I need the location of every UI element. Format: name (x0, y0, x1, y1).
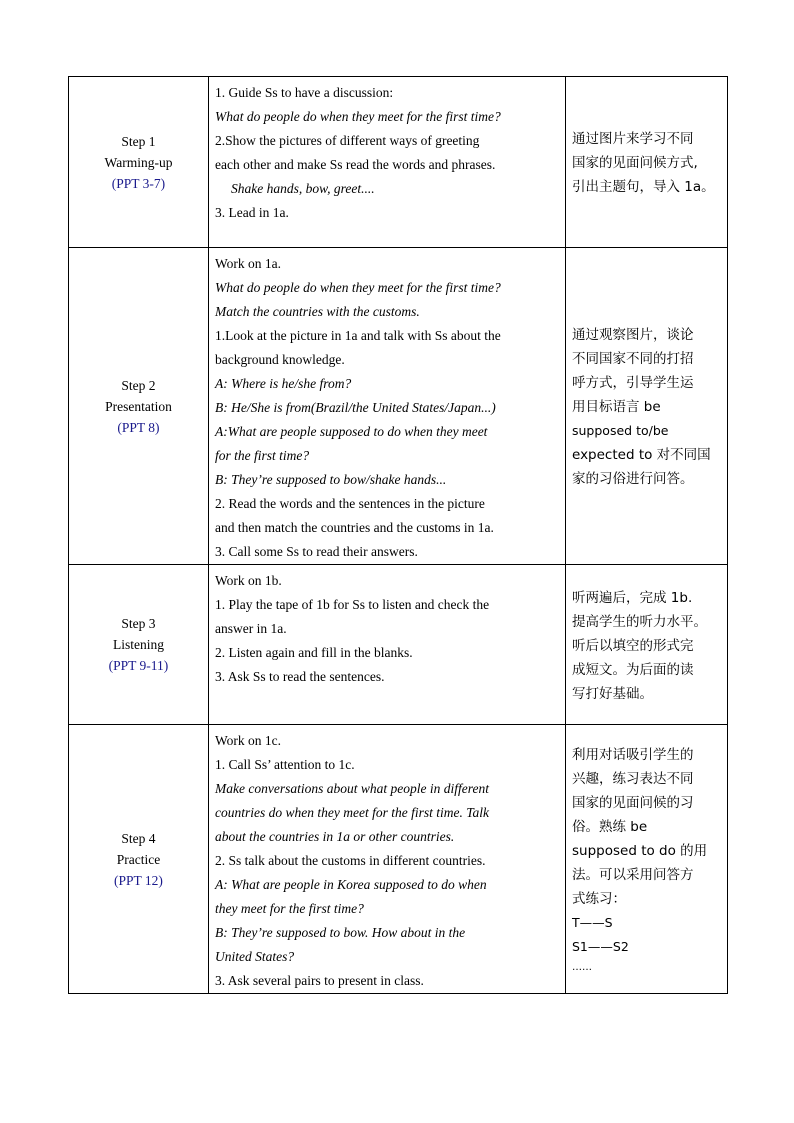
activity-line: they meet for the first time? (215, 901, 364, 916)
activity-cell (209, 725, 566, 994)
activity-line: A: What are people in Korea supposed to do when (215, 877, 487, 892)
activity-line: 1. Call Ss’ attention to 1c. (215, 757, 355, 772)
step-row (69, 725, 728, 994)
ppt-range: (PPT 12) (114, 872, 163, 888)
activity-line: about the countries in 1a or other countries. (215, 829, 455, 844)
purpose-line: T——S (572, 915, 613, 930)
step-name: Practice (116, 851, 161, 867)
purpose-line: 提高学生的听力水平。 (572, 613, 707, 630)
activity-line: What do people do when they meet for the first time? (215, 280, 501, 295)
step-row (69, 77, 728, 248)
activity-line: 2. Listen again and fill in the blanks. (215, 645, 413, 660)
purpose-line: …… (572, 962, 592, 973)
step-number: Step 4 (121, 830, 156, 846)
purpose-line: 听两遍后，完成 1b. (572, 589, 693, 606)
step-name: Warming-up (104, 154, 173, 170)
activity-line: countries do when they meet for the first time. Talk (215, 805, 489, 820)
purpose-line: 俗。熟练 be (572, 819, 648, 835)
activity-line: A:What are people supposed to do when they meet (215, 424, 488, 439)
step-number: Step 2 (121, 377, 156, 393)
activity-line: Shake hands, bow, greet.... (231, 181, 375, 196)
activity-line: 2. Read the words and the sentences in the picture (215, 496, 485, 511)
activity-line: 2.Show the pictures of different ways of greeting (215, 133, 480, 148)
purpose-line: expected to 对不同国 (572, 447, 711, 463)
activity-line: United States? (215, 949, 295, 964)
purpose-line: 国家的见面问候的习 (572, 795, 694, 811)
activity-line: for the first time? (215, 448, 310, 463)
ppt-range: (PPT 3-7) (111, 175, 166, 191)
purpose-line: 法。可以采用问答方 (572, 867, 694, 883)
activity-line: B: He/She is from(Brazil/the United States/Japan...) (215, 400, 496, 415)
purpose-line: 通过图片来学习不同 (572, 131, 694, 147)
purpose-line: 引出主题句，导入 1a。 (572, 179, 715, 195)
step-cell (69, 77, 209, 248)
step-row (69, 565, 728, 725)
purpose-line: 用目标语言 be (572, 399, 661, 415)
step-row (69, 248, 728, 565)
purpose-line: 式练习： (572, 891, 626, 907)
activity-line: 3. Call some Ss to read their answers. (215, 544, 418, 559)
step-number: Step 3 (121, 616, 156, 631)
activity-cell (209, 248, 566, 565)
activity-line: and then match the countries and the customs in 1a. (215, 520, 494, 535)
purpose-line: 呼方式，引导学生运 (572, 375, 694, 391)
activity-line: Work on 1c. (215, 733, 282, 748)
activity-line: What do people do when they meet for the first time? (215, 109, 501, 124)
purpose-line: 听后以填空的形式完 (572, 637, 694, 654)
purpose-cell (566, 565, 728, 725)
purpose-cell (566, 248, 728, 565)
activity-line: 3. Lead in 1a. (215, 205, 289, 220)
activity-line: B: They’re supposed to bow/shake hands... (215, 472, 447, 487)
activity-line: 3. Ask several pairs to present in class. (215, 973, 424, 988)
activity-line: Work on 1b. (215, 573, 282, 588)
step-cell (69, 248, 209, 565)
purpose-line: 成短文。为后面的读 (572, 661, 694, 678)
ppt-range: (PPT 8) (117, 419, 160, 435)
step-cell (69, 725, 209, 994)
activity-line: 1. Guide Ss to have a discussion: (215, 85, 394, 100)
activity-line: Work on 1a. (215, 256, 282, 271)
purpose-line: 通过观察图片，谈论 (572, 327, 694, 343)
step-cell (69, 565, 209, 725)
purpose-line: 家的习俗进行问答。 (572, 471, 694, 487)
purpose-cell (566, 725, 728, 994)
activity-line: 1.Look at the picture in 1a and talk with Ss about the (215, 328, 501, 343)
lesson-plan-table (68, 76, 728, 994)
activity-line: 2. Ss talk about the customs in different countries. (215, 853, 486, 868)
activity-cell (209, 77, 566, 248)
activity-cell (209, 565, 566, 725)
purpose-line: 不同国家不同的打招 (572, 351, 694, 367)
purpose-line: S1——S2 (572, 939, 629, 954)
activity-line: Make conversations about what people in different (215, 781, 489, 796)
ppt-range: (PPT 9-11) (108, 658, 169, 673)
activity-line: A: Where is he/she from? (215, 376, 352, 391)
purpose-line: 写打好基础。 (572, 685, 653, 702)
purpose-line: 国家的见面问候方式, (572, 155, 698, 171)
purpose-line: 兴趣，练习表达不同 (572, 771, 694, 787)
purpose-cell (566, 77, 728, 248)
activity-line: 1. Play the tape of 1b for Ss to listen and check the (215, 597, 490, 612)
purpose-line: supposed to do 的用 (572, 843, 708, 859)
purpose-line: supposed to/be (572, 423, 669, 438)
step-name: Presentation (105, 398, 172, 414)
activity-line: background knowledge. (215, 352, 345, 367)
activity-line: Match the countries with the customs. (215, 304, 420, 319)
activity-line: 3. Ask Ss to read the sentences. (215, 669, 385, 684)
activity-line: answer in 1a. (215, 621, 287, 636)
activity-line: B: They’re supposed to bow. How about in the (215, 925, 466, 940)
activity-line: each other and make Ss read the words and phrases. (215, 157, 496, 172)
step-name: Listening (113, 637, 164, 652)
step-number: Step 1 (121, 133, 156, 149)
purpose-line: 利用对话吸引学生的 (572, 747, 694, 763)
